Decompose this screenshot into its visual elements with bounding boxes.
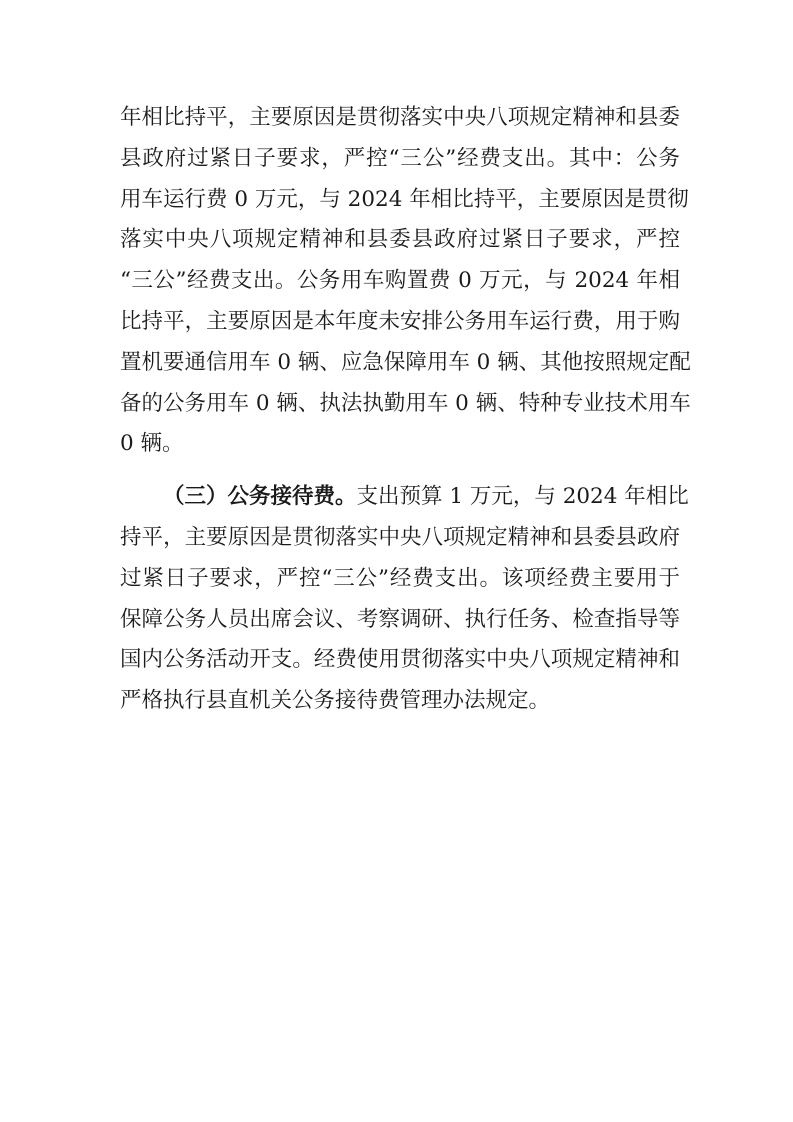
paragraph-reception-expenses <box>120 477 689 722</box>
section-heading: （三）公务接待费。 <box>163 484 357 510</box>
text-line: 县政府过紧日子要求，严控“三公”经费支出。其中：公务 <box>120 145 680 171</box>
text-line: 严格执行县直机关公务接待费管理办法规定。 <box>120 688 551 714</box>
text-line: 备的公务用车 0 辆、执法执勤用车 0 辆、特种专业技术用车 <box>120 390 691 416</box>
document-body <box>120 98 691 722</box>
text-line: 落实中央八项规定精神和县委县政府过紧日子要求，严控 <box>120 227 680 253</box>
paragraph-gap <box>120 465 680 477</box>
text-line: 过紧日子要求，严控“三公”经费支出。该项经费主要用于 <box>120 565 680 591</box>
text-line: 用车运行费 0 万元，与 2024 年相比持平，主要原因是贯彻 <box>120 186 689 212</box>
text-line: 年相比持平，主要原因是贯彻落实中央八项规定精神和县委 <box>120 105 680 130</box>
text-line: “三公”经费支出。公务用车购置费 0 万元，与 2024 年相 <box>120 268 680 294</box>
text-line: 保障公务人员出席会议、考察调研、执行任务、检查指导等 <box>120 606 680 632</box>
text-line: 置机要通信用车 0 辆、应急保障用车 0 辆、其他按照规定配 <box>120 349 691 375</box>
text-line: 0 辆。 <box>120 431 184 457</box>
text-line: 比持平，主要原因是本年度未安排公务用车运行费，用于购 <box>120 308 680 334</box>
section-heading-continuation: 支出预算 1 万元，与 2024 年相比 <box>356 484 689 510</box>
text-line <box>120 477 689 518</box>
paragraph-official-vehicle-expenses <box>120 98 691 465</box>
text-line: 持平，主要原因是贯彻落实中央八项规定精神和县委县政府 <box>120 524 680 550</box>
text-line: 国内公务活动开支。经费使用贯彻落实中央八项规定精神和 <box>120 647 680 673</box>
